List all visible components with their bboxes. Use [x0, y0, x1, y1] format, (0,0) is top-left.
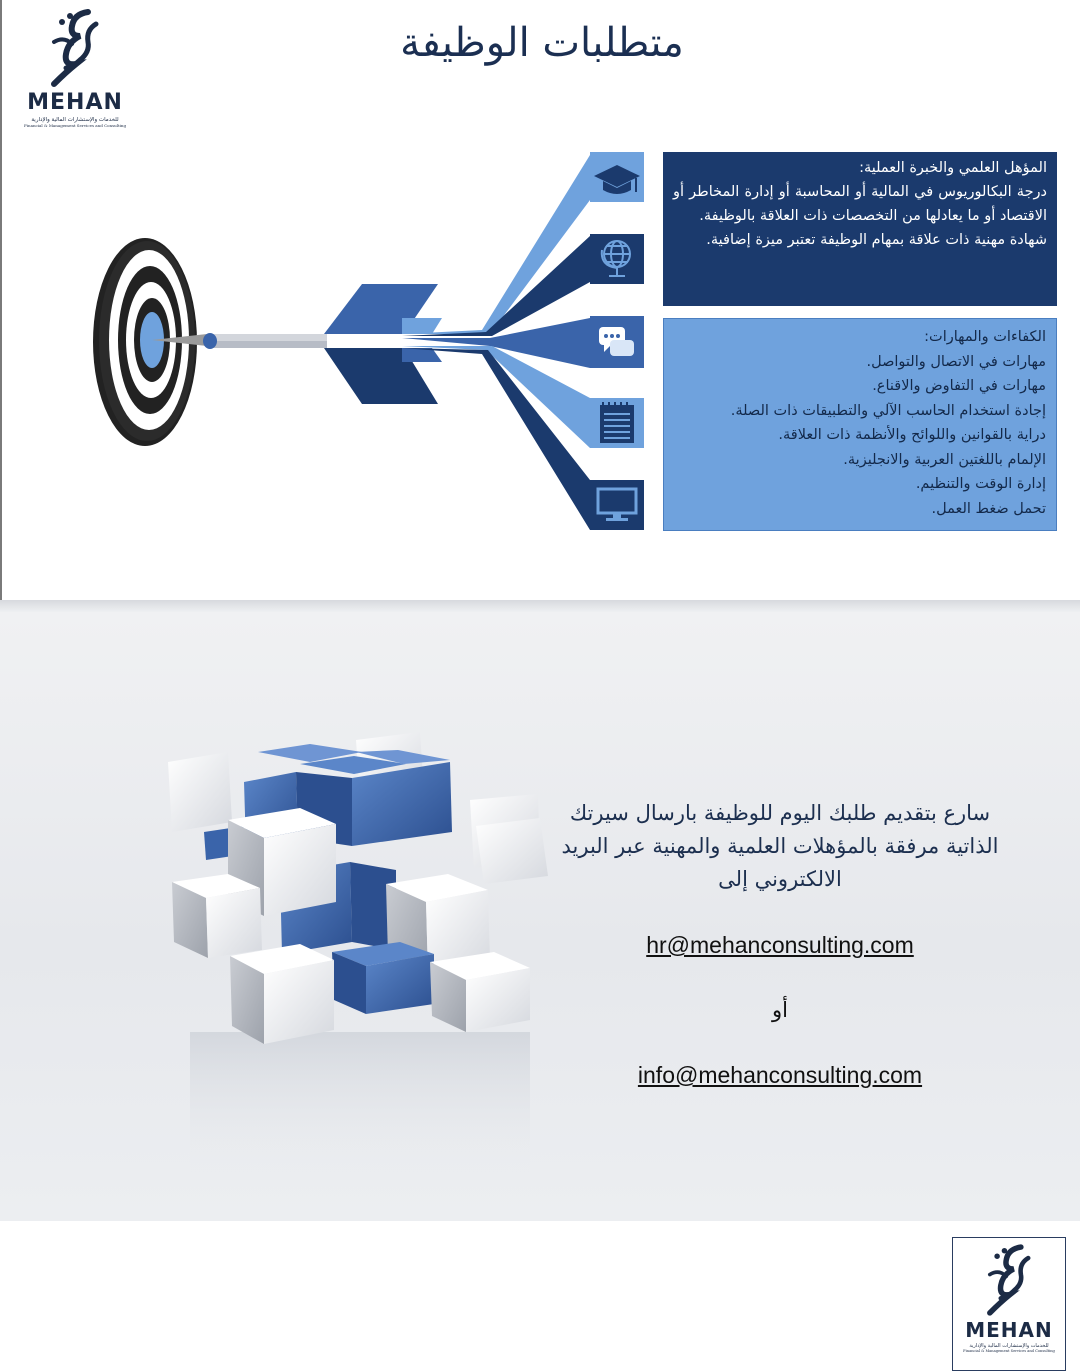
brand-tagline-en: Financial & Management Services and Consulting	[23, 123, 127, 128]
skill-item: إدارة الوقت والتنظيم.	[915, 476, 1046, 492]
page-title: متطلبات الوظيفة	[400, 20, 684, 66]
brand-tagline-en: Financial & Management Services and Consulting	[963, 1349, 1055, 1353]
skill-item: مهارات في الاتصال والتواصل.	[866, 353, 1046, 370]
brand-name: MEHAN	[965, 1318, 1053, 1342]
brand-tagline-ar: للخدمات والإستشارات المالية والإدارية	[31, 117, 119, 123]
skill-item: الإلمام باللغتين العربية والانجليزية.	[843, 451, 1046, 468]
brand-tagline-ar: للخدمات والإستشارات المالية والإدارية	[969, 1343, 1049, 1349]
notepad-icon	[600, 402, 634, 443]
mehan-logo-boxed	[952, 1237, 1066, 1371]
or-separator: أو	[772, 998, 788, 1022]
skills-box	[663, 318, 1057, 531]
cube-cluster-graphic	[0, 612, 1080, 1221]
qualification-line: شهادة مهنية ذات علاقة بمهام الوظيفة تعتبر ميزة إضافية.	[706, 232, 1047, 248]
email-link-info[interactable]: info@mehanconsulting.com	[637, 1062, 923, 1088]
job-requirements-section	[0, 0, 1080, 600]
dart	[152, 284, 442, 404]
skills-heading: الكفاءات والمهارات:	[924, 329, 1046, 345]
brand-name: MEHAN	[27, 90, 123, 115]
fan-rays	[402, 155, 590, 530]
skill-item: إجادة استخدام الحاسب الآلي والتطبيقات ذات الصلة.	[730, 402, 1046, 419]
qualification-heading: المؤهل العلمي والخبرة العملية:	[859, 160, 1047, 176]
email-link-hr[interactable]: hr@mehanconsulting.com	[646, 932, 914, 958]
skill-item: تحمل ضغط العمل.	[931, 500, 1046, 517]
apply-message: سارع بتقديم طلبك اليوم للوظيفة بارسال سيرتك الذاتية مرفقة بالمؤهلات العلمية والمهنية عبر البريد الالكتروني إلى	[561, 801, 999, 891]
qualification-line: درجة البكالوريوس في المالية أو المحاسبة أو إدارة المخاطر أو الاقتصاد أو ما يعادلها من التخصصات ذات العلاقة بالوظيفة.	[673, 184, 1047, 224]
skill-item: مهارات في التفاوض والاقناع.	[872, 378, 1046, 394]
cube-cluster	[168, 732, 548, 1182]
qualification-box	[663, 152, 1057, 306]
apply-section	[0, 612, 1080, 1353]
skill-item: دراية بالقوانين واللوائح والأنظمة ذات العلاقة.	[778, 427, 1046, 443]
section-divider	[0, 600, 1080, 612]
mehan-calligraphy-mark	[977, 1242, 1041, 1318]
